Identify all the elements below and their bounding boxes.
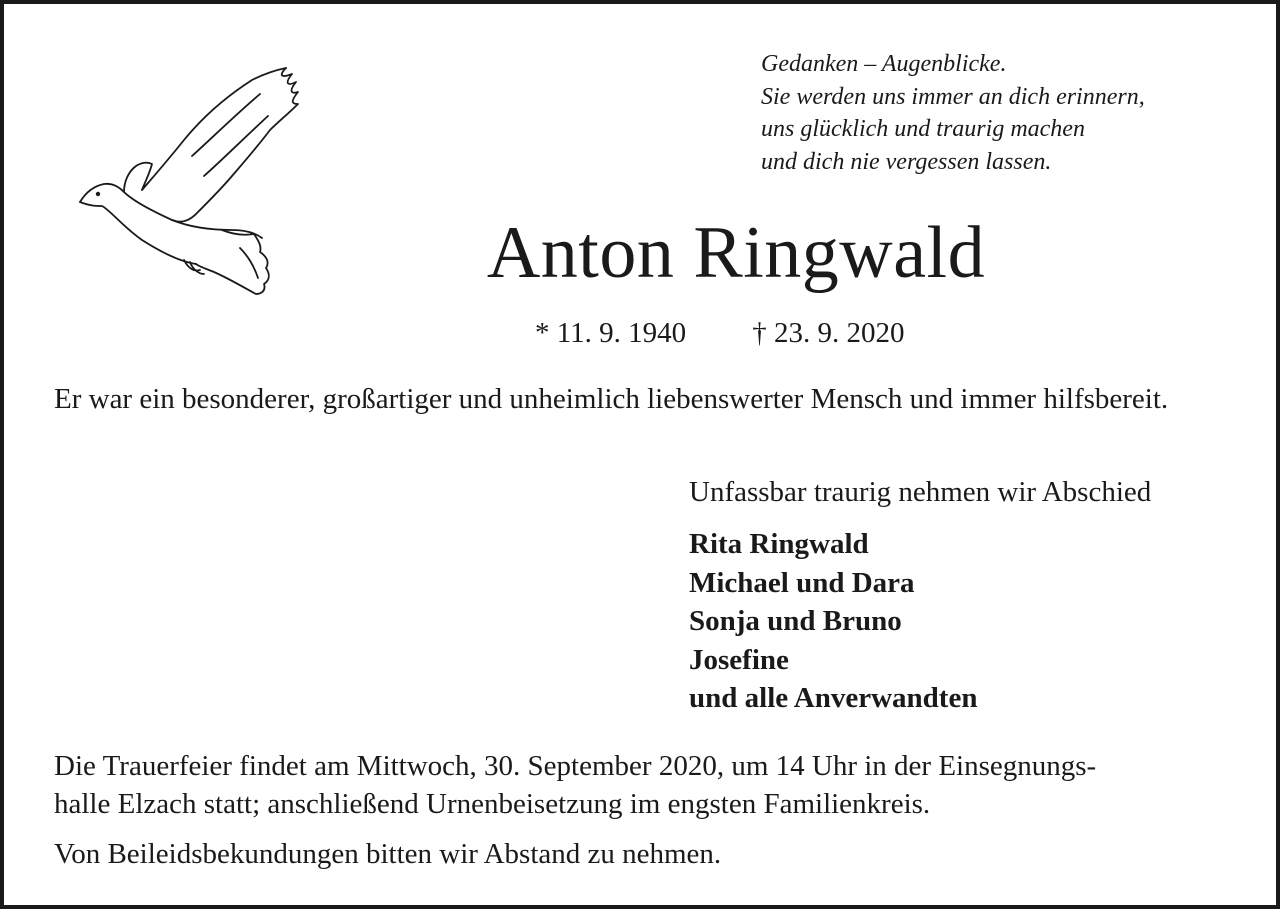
mourners-list [689,525,977,718]
condolence-note: Von Beileidsbekundungen bitten wir Abstand zu nehmen. [54,838,722,870]
deceased-name: Anton Ringwald [486,212,986,294]
poem-line: uns glücklich und traurig machen [761,116,1085,142]
mourner: und alle Anverwandten [689,682,978,714]
poem-line: und dich nie vergessen lassen. [761,148,1052,175]
poem-line: Sie werden uns immer an dich erinnern, [761,83,1145,110]
life-dates [535,315,904,351]
ceremony-line: halle Elzach statt; anschließend Urnenbeisetzung im engsten Familienkreis. [54,788,931,820]
mourner: Michael und Dara [689,566,915,599]
death-date: † 23. 9. 2020 [752,317,905,349]
ceremony-line: Die Trauerfeier findet am Mittwoch, 30. September 2020, um 14 Uhr in der Einsegnungs- [54,750,1097,782]
memorial-poem [761,48,1145,178]
birth-date: * 11. 9. 1940 [535,317,687,349]
ceremony-info [54,747,1236,823]
mourner: Josefine [689,643,789,676]
farewell-line: Unfassbar traurig nehmen wir Abschied [689,476,1152,508]
poem-line: Gedanken – Augenblicke. [761,51,1007,77]
mourner: Rita Ringwald [689,528,869,560]
tribute-text: Er war ein besonderer, großartiger und unheimlich liebenswerter Mensch und immer hilfsbereit. [54,383,1169,415]
mourner: Sonja und Bruno [689,605,902,637]
